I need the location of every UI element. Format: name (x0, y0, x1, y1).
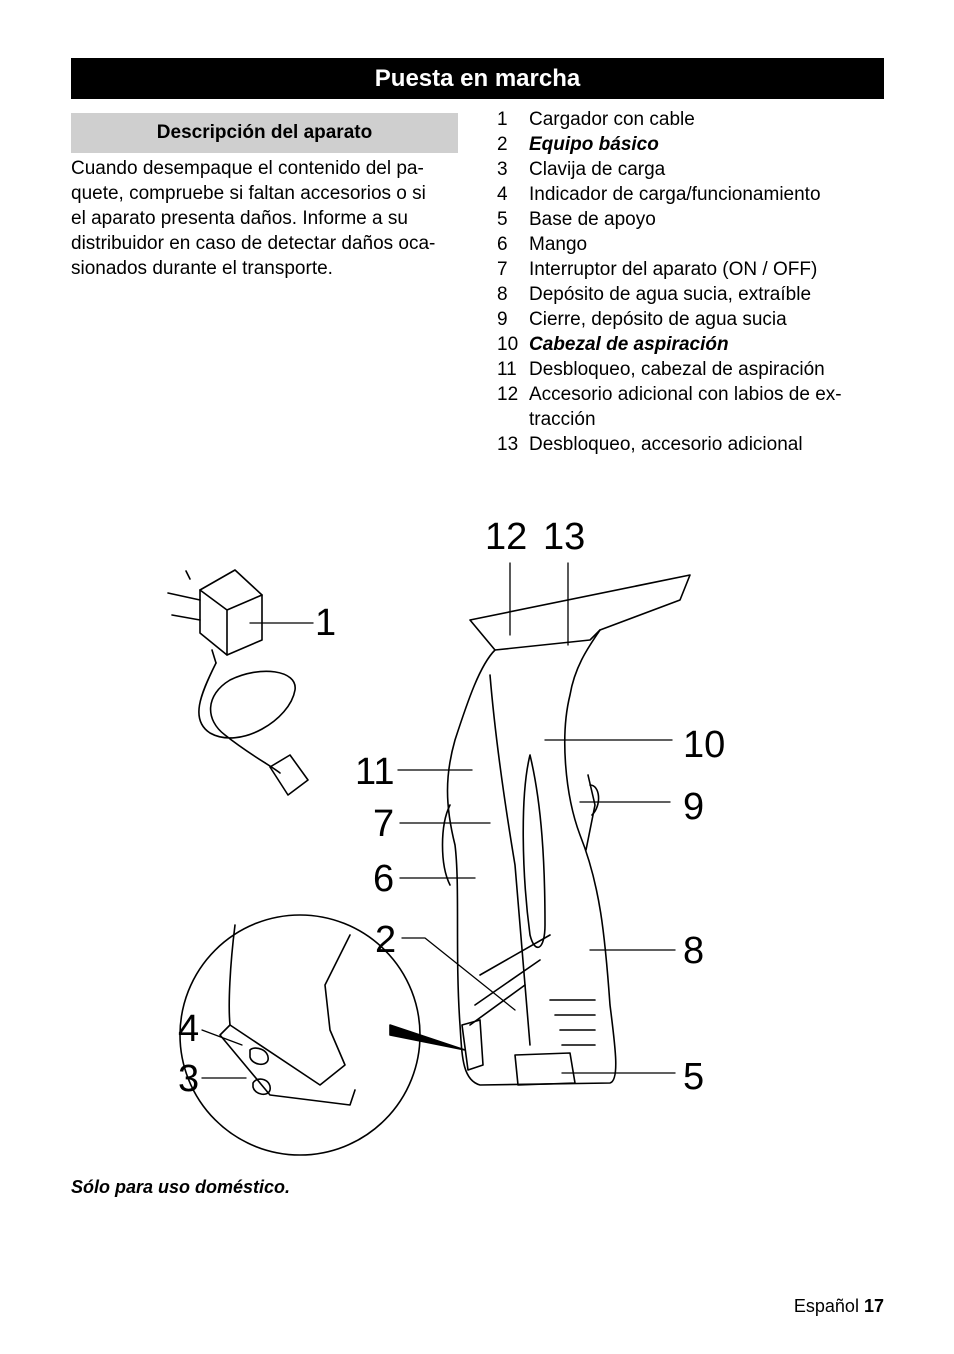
device-illustration (150, 505, 890, 1165)
device-body-drawing (443, 575, 691, 1085)
part-label: Accesorio adicional con labios de ex- (529, 384, 842, 405)
intro-line: sionados durante el transporte. (71, 258, 333, 279)
subsection-title: Descripción del aparato (71, 113, 458, 153)
list-item (497, 282, 887, 307)
section-title: Puesta en marcha (71, 58, 884, 99)
part-number: 10 (497, 334, 519, 355)
callout-9: 9 (683, 786, 705, 828)
callout-10: 10 (683, 724, 726, 766)
list-item (497, 232, 887, 257)
part-number: 9 (497, 309, 508, 330)
charger-drawing (168, 570, 308, 795)
callout-13: 13 (543, 516, 586, 558)
callout-3: 3 (178, 1058, 200, 1100)
callout-1: 1 (315, 602, 337, 644)
detail-magnifier-drawing (180, 915, 465, 1155)
part-label: tracción (529, 409, 596, 430)
part-label: Base de apoyo (529, 209, 656, 230)
list-item (497, 257, 887, 282)
list-item (497, 132, 887, 157)
part-number: 1 (497, 109, 508, 130)
list-item (497, 307, 887, 332)
part-number: 12 (497, 384, 519, 405)
part-label: Cabezal de aspiración (529, 334, 729, 355)
part-number: 8 (497, 284, 508, 305)
part-label: Desbloqueo, accesorio adicional (529, 434, 803, 455)
list-item (497, 182, 887, 207)
list-item (497, 432, 887, 457)
leader-lines (202, 563, 675, 1078)
part-label: Depósito de agua sucia, extraíble (529, 284, 812, 305)
list-item (497, 207, 887, 232)
parts-list (497, 107, 887, 457)
intro-paragraph (71, 156, 463, 281)
part-number: 2 (497, 134, 508, 155)
part-label: Interruptor del aparato (ON / OFF) (529, 259, 818, 280)
callout-2: 2 (375, 919, 397, 961)
part-number: 5 (497, 209, 508, 230)
callout-8: 8 (683, 930, 705, 972)
part-label: Indicador de carga/funcionamiento (529, 184, 821, 205)
intro-line: el aparato presenta daños. Informe a su (71, 208, 408, 229)
part-label: Cierre, depósito de agua sucia (529, 309, 787, 330)
list-item (497, 157, 887, 182)
list-item (497, 382, 887, 407)
intro-line: distribuidor en caso de detectar daños oca- (71, 233, 436, 254)
callout-7: 7 (373, 803, 395, 845)
part-number: 11 (497, 359, 517, 380)
list-item (497, 107, 887, 132)
footer-language: Español (793, 1296, 859, 1316)
callout-5: 5 (683, 1056, 705, 1098)
part-label: Mango (529, 234, 588, 255)
part-number: 13 (497, 434, 519, 455)
usage-note: Sólo para uso doméstico. (71, 1177, 291, 1197)
part-number: 7 (497, 259, 508, 280)
callout-12: 12 (485, 516, 528, 558)
part-label: Clavija de carga (529, 159, 666, 180)
part-number: 6 (497, 234, 508, 255)
part-number: 3 (497, 159, 508, 180)
list-item (497, 407, 887, 432)
part-label: Cargador con cable (529, 109, 695, 130)
callout-11: 11 (355, 751, 395, 793)
part-number (497, 407, 529, 432)
part-number: 4 (497, 184, 508, 205)
intro-line: quete, compruebe si faltan accesorios o si (71, 183, 426, 204)
callout-4: 4 (178, 1008, 200, 1050)
intro-line: Cuando desempaque el contenido del pa- (71, 158, 424, 179)
callout-6: 6 (373, 858, 395, 900)
page-footer (794, 1296, 884, 1317)
list-item (497, 332, 887, 357)
list-item (497, 357, 887, 382)
part-label: Desbloqueo, cabezal de aspiración (529, 359, 825, 380)
page-number: 17 (863, 1296, 884, 1316)
part-label: Equipo básico (529, 134, 659, 155)
